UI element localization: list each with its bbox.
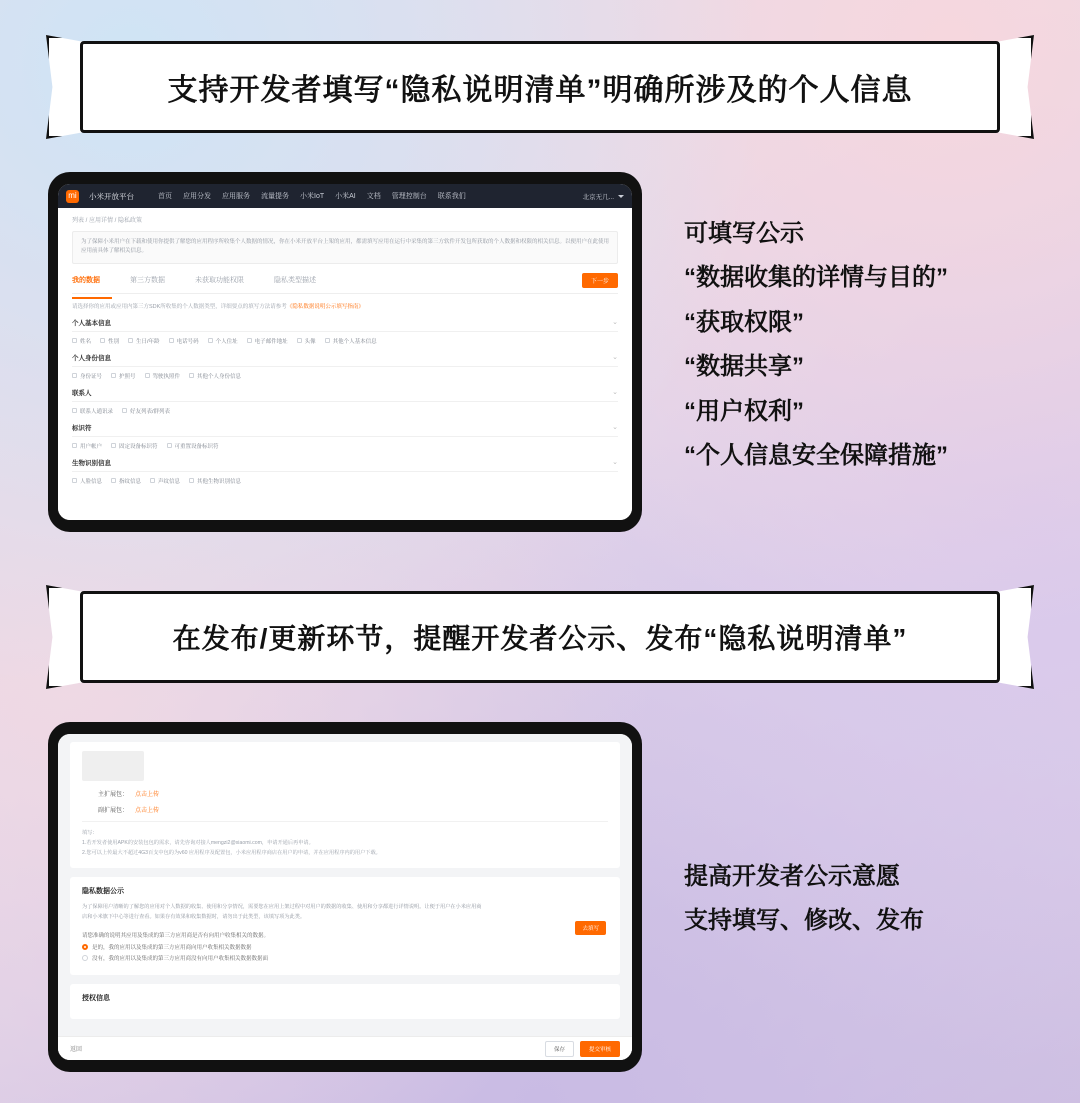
chevron-down-icon[interactable]: ⌄	[612, 318, 618, 326]
section-header-identity[interactable]	[72, 353, 618, 367]
nav-item-8[interactable]: 联系我们	[437, 193, 466, 200]
annotation-item: “数据共享”	[684, 353, 804, 381]
option-label: 生日/年龄	[136, 338, 160, 345]
option-label: 其他个人身份信息	[197, 373, 242, 380]
notes-title: 填写：	[82, 830, 98, 836]
checkbox-option[interactable]	[247, 337, 288, 345]
checkbox-option[interactable]	[122, 407, 170, 415]
guide-link[interactable]: 《隐私数据说明公示填写指南》	[286, 303, 364, 310]
option-label: 性别	[108, 338, 120, 345]
checkbox-option[interactable]	[189, 372, 241, 380]
section-header-personal-basic[interactable]	[72, 318, 618, 332]
section-title: 个人身份信息	[72, 354, 111, 362]
upload-icon-box[interactable]	[82, 751, 144, 781]
submit-review-button[interactable]: 提交审核	[580, 1041, 620, 1057]
checkbox-icon[interactable]	[111, 373, 116, 378]
checkbox-icon[interactable]	[72, 373, 77, 378]
option-label: 姓名	[80, 338, 92, 345]
checkbox-icon[interactable]	[169, 338, 174, 343]
upload-link[interactable]: 点击上传	[135, 792, 160, 798]
option-label: 护照号	[119, 373, 136, 380]
checkbox-option[interactable]	[111, 372, 136, 380]
option-label: 可重置设备标识符	[174, 443, 219, 450]
privacy-disclosure-card	[70, 877, 620, 975]
chevron-down-icon[interactable]: ⌄	[612, 458, 618, 466]
field-row-sub-package	[82, 805, 608, 814]
checkbox-icon[interactable]	[122, 408, 127, 413]
checkbox-icon[interactable]	[111, 443, 116, 448]
option-label: 其他生物识别信息	[197, 478, 242, 485]
screenshot-1	[58, 184, 632, 520]
checkbox-option[interactable]	[145, 372, 181, 380]
upload-link[interactable]: 点击上传	[135, 808, 160, 814]
radio-icon-selected[interactable]	[82, 944, 88, 950]
nav-item-0[interactable]: 首页	[158, 193, 172, 200]
checkbox-option[interactable]	[72, 407, 113, 415]
section-header-contacts[interactable]	[72, 388, 618, 402]
chevron-down-icon[interactable]: ⌄	[612, 423, 618, 431]
save-button[interactable]: 保存	[545, 1041, 574, 1057]
section-options-identifiers	[72, 442, 618, 450]
tab-my-data[interactable]: 我的数据	[72, 277, 100, 285]
option-label: 固定设备标识符	[119, 443, 158, 450]
section-header-identifiers[interactable]	[72, 423, 618, 437]
checkbox-icon[interactable]	[325, 338, 330, 343]
screenshot-2	[58, 734, 632, 1060]
breadcrumb: 列表 / 应用详情 / 隐私政策	[72, 218, 143, 224]
checkbox-icon[interactable]	[100, 338, 105, 343]
nav-item-2[interactable]: 应用服务	[222, 193, 250, 200]
authorization-card	[70, 984, 620, 1019]
checkbox-option[interactable]	[325, 337, 377, 345]
option-label: 好友列表/群列表	[130, 408, 171, 415]
option-label: 头像	[304, 338, 316, 345]
account-name: 北京无几...	[582, 193, 614, 201]
checkbox-icon[interactable]	[72, 338, 77, 343]
nav-item-1[interactable]: 应用分发	[183, 193, 211, 200]
section-options-biometric	[72, 477, 618, 485]
option-label: 个人住址	[215, 338, 238, 345]
note-line: 1.若开发者使用APK的安装包包的需求，请先咨询对接人mengzi2@xiaomi.com，申请开通后再申请。	[82, 839, 314, 846]
nav-item-5[interactable]: 小米AI	[335, 193, 356, 200]
checkbox-icon[interactable]	[189, 373, 194, 378]
checkbox-icon[interactable]	[150, 478, 155, 483]
chevron-down-icon[interactable]: ⌄	[612, 353, 618, 361]
radio-option-yes[interactable]	[82, 943, 608, 955]
annotation-item: “获取权限”	[684, 308, 804, 336]
form-footer	[58, 1036, 632, 1060]
checkbox-option[interactable]	[72, 372, 102, 380]
section-options-identity	[72, 372, 618, 380]
option-label: 联系人通讯录	[80, 408, 114, 415]
banner-2-text: 在发布/更新环节，提醒开发者公示、发布“隐私说明清单”	[172, 623, 908, 654]
section-title: 标识符	[72, 424, 92, 432]
checkbox-option[interactable]	[297, 337, 316, 345]
checkbox-option[interactable]	[150, 477, 180, 485]
nav-item-6[interactable]: 文档	[366, 193, 381, 200]
privacy-card-title: 隐私数据公示	[82, 887, 124, 895]
checkbox-icon[interactable]	[72, 478, 77, 483]
option-label: 用户帐户	[80, 443, 103, 450]
page-content-1	[58, 208, 632, 520]
checkbox-icon[interactable]	[111, 478, 116, 483]
checkbox-option[interactable]	[72, 337, 91, 345]
section-header-biometric[interactable]	[72, 458, 618, 472]
annotation-item: 可填写公示	[684, 220, 804, 247]
checkbox-icon[interactable]	[208, 338, 213, 343]
privacy-card-paragraph: 为了保障用户清晰的了解您的应用对个人数据的收集、使用和分享情况，需要您在应用上架过程中对用户的数据的收集、使用和分享都进行详情说明。让便于用户在小米应用商店和小米旗下中心等进行查看。如果存有效果和收集数据时，请勿出于此类型，该填写项为此类。	[82, 903, 482, 920]
annotation-item: 提高开发者公示意愿	[684, 863, 900, 890]
app-package-card	[70, 742, 620, 868]
banner-title-2	[46, 585, 1034, 689]
checkbox-icon[interactable]	[167, 443, 172, 448]
field-row-main-package	[82, 789, 608, 798]
checkbox-icon[interactable]	[189, 478, 194, 483]
option-label: 身份证号	[80, 373, 103, 380]
checkbox-option[interactable]	[72, 442, 102, 450]
section-title: 个人基本信息	[72, 319, 111, 327]
checkbox-icon[interactable]	[247, 338, 252, 343]
field-label: 副扩展包：	[97, 808, 128, 814]
annotation-item: “数据收集的详情与目的”	[684, 264, 948, 292]
section-options-contacts	[72, 407, 618, 415]
mi-logo-icon: mi	[66, 190, 79, 203]
back-button[interactable]: 返回	[70, 1047, 83, 1053]
chevron-down-icon	[618, 195, 624, 198]
checkbox-option[interactable]	[167, 442, 219, 450]
radio-label: 没有，我的应用以及集成的第三方应用商没有向用户收集相关数据数据面	[92, 956, 269, 963]
next-step-button[interactable]: 下一步	[582, 273, 618, 288]
site-brand: 小米开放平台	[89, 191, 134, 201]
option-label: 指纹信息	[119, 478, 142, 485]
checkbox-option[interactable]	[111, 477, 141, 485]
privacy-question: 请您准确的说明其应用及集成的第三方应用商是否有向用户收集相关的数据。	[82, 933, 270, 940]
privacy-question-block	[82, 931, 608, 966]
nav-item-3[interactable]: 流量提务	[261, 193, 289, 200]
form-hint	[72, 302, 618, 310]
checkbox-icon[interactable]	[128, 338, 133, 343]
option-label: 驾驶执照件	[152, 373, 181, 380]
annotation-list-1	[684, 212, 948, 478]
checkbox-icon[interactable]	[72, 443, 77, 448]
checkbox-icon[interactable]	[72, 408, 77, 413]
site-topbar	[58, 184, 632, 208]
option-label: 人脸信息	[80, 478, 103, 485]
radio-option-no[interactable]	[82, 954, 608, 966]
annotation-item: “用户权利”	[684, 397, 804, 425]
option-label: 声纹信息	[158, 478, 181, 485]
tab-bar[interactable]	[72, 273, 618, 294]
checkbox-option[interactable]	[208, 337, 238, 345]
banner-1-text: 支持开发者填写“隐私说明清单”明确所涉及的个人信息	[167, 74, 913, 107]
nav-item-7[interactable]: 管理控制台	[391, 193, 427, 200]
intro-text: 为了保障小米用户在下载和使用你提供了解您的应用程序所收集个人数据的情况，你在小米开放平台上架的应用，都需填写应用在运行中采集的第三方软件开发包所获取的个人数据和权限的相关信息。以便用户在此使用应用前具体了解相关信息。	[72, 231, 618, 264]
field-label: 主扩展包：	[97, 792, 128, 798]
radio-label: 是的，我的应用以及集成的第三方应用商向用户收集相关数据数据	[92, 944, 252, 951]
checkbox-icon[interactable]	[145, 373, 150, 378]
authorization-title: 授权信息	[82, 995, 110, 1003]
page-content-2	[58, 734, 632, 1060]
tab-third-party-data[interactable]: 第三方数据	[130, 277, 165, 285]
laptop-frame-1	[48, 172, 642, 532]
checkbox-option[interactable]	[169, 337, 199, 345]
checkbox-icon[interactable]	[297, 338, 302, 343]
tab-privacy-type[interactable]: 隐私类型描述	[274, 277, 316, 285]
package-notes	[82, 821, 608, 859]
chevron-down-icon[interactable]: ⌄	[612, 388, 618, 396]
checkbox-option[interactable]	[100, 337, 119, 345]
option-label: 电话号码	[176, 338, 199, 345]
note-line: 2.您可以上传最大不超过4G3百支中包的为v60 应用程序及配置包，小米应用程序商店在用户的申请，并在应用程序内的用户下载。	[82, 849, 381, 856]
footer-actions	[545, 1041, 620, 1057]
laptop-frame-2	[48, 722, 642, 1072]
checkbox-option[interactable]	[128, 337, 160, 345]
go-fill-button[interactable]: 去填写	[575, 921, 606, 935]
option-label: 其他个人基本信息	[332, 338, 377, 345]
tab-permissions[interactable]: 未获取功能权限	[195, 277, 244, 285]
annotation-item: 支持填写、修改、发布	[684, 907, 924, 935]
account-menu[interactable]	[583, 192, 624, 201]
section-title: 生物识别信息	[72, 459, 111, 467]
top-nav[interactable]	[158, 191, 466, 201]
form-hint-text: 请选择你的应用或应用内第三方SDK所收集的个人数据类型，详细要点的填写方法请参考	[72, 303, 287, 310]
radio-icon[interactable]	[82, 955, 88, 961]
section-options-personal-basic	[72, 337, 618, 345]
annotation-item: “个人信息安全保障措施”	[684, 441, 948, 469]
checkbox-option[interactable]	[72, 477, 102, 485]
section-title: 联系人	[72, 389, 92, 397]
checkbox-option[interactable]	[111, 442, 158, 450]
banner-title-1	[46, 35, 1034, 139]
annotation-list-2	[684, 855, 924, 944]
checkbox-option[interactable]	[189, 477, 241, 485]
option-label: 电子邮件地址	[254, 338, 288, 345]
nav-item-4[interactable]: 小米IoT	[300, 193, 325, 200]
